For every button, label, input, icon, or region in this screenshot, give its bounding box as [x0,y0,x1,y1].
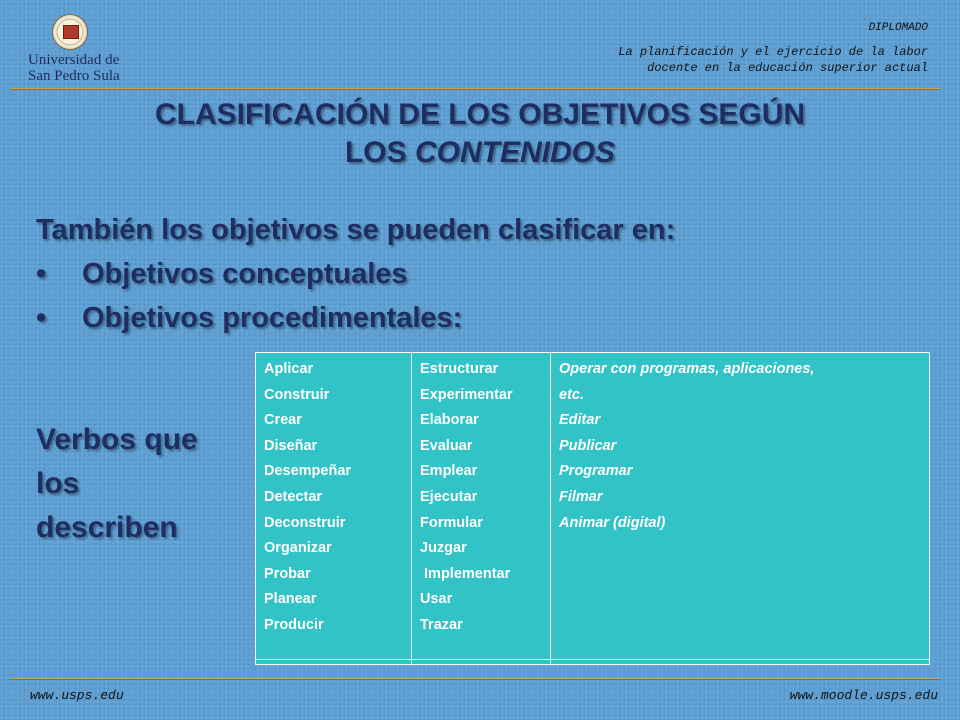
table-cell: Programar [559,463,633,480]
verbs-table [255,352,930,665]
table-cell: Formular [420,514,483,531]
university-logo [28,12,148,84]
title-line-1: CLASIFICACIÓN DE LOS OBJETIVOS SEGÚN [154,98,806,131]
list-item-label: Objetivos conceptuales [82,258,408,290]
verbs-label-line-3: describen [36,511,178,544]
footer-link-left[interactable]: www.usps.edu [30,688,124,703]
title-line-2 [20,134,940,172]
program-name: DIPLOMADO [868,22,928,34]
table-cell: Editar [559,412,601,429]
university-seal-icon [52,14,88,50]
table-cell: Emplear [420,463,478,480]
verbs-column-3 [550,353,929,664]
table-cell: Ejecutar [420,488,478,505]
verbs-label-line-2: los [36,467,80,500]
bullet: • [36,258,47,290]
logo-wordmark [28,52,158,84]
table-cell: Crear [264,412,302,429]
table-cell: Detectar [264,488,323,505]
table-cell: Animar (digital) [559,514,666,531]
table-cell: Diseñar [264,437,318,454]
list-item [36,296,936,340]
table-cell: Deconstruir [264,514,346,531]
objective-list [36,252,936,340]
table-cell: Implementar [420,565,511,582]
logo-line-1: Universidad de [28,52,120,68]
table-cell: Elaborar [420,412,479,429]
header-info [618,22,928,76]
table-cell: Producir [264,616,324,633]
list-item-label: Objetivos procedimentales: [82,302,463,334]
table-cell: etc. [559,386,584,403]
intro-block [36,208,936,340]
program-subtitle-line-1: La planificación y el ejercicio de la labor [618,45,928,59]
table-cell: Construir [264,386,330,403]
table-cell: Evaluar [420,437,473,454]
intro-text: También los objetivos se pueden clasificar en: [36,214,676,246]
header-divider [10,88,940,89]
table-cell: Planear [264,591,317,608]
table-cell: Experimentar [420,386,513,403]
title-line-2-emphasis: CONTENIDOS [415,136,616,169]
table-cell: Trazar [420,616,463,633]
verbs-column-1 [256,353,411,664]
bullet: • [36,302,47,334]
table-cell: Publicar [559,437,617,454]
table-cell: Usar [420,591,453,608]
table-cell: Estructurar [420,361,499,377]
table-bottom-border [256,659,929,660]
list-item [36,252,936,296]
footer-divider [10,678,940,679]
logo-line-2: San Pedro Sula [28,68,120,84]
verbs-label-line-1: Verbos que [36,423,198,456]
table-cell: Operar con programas, aplicaciones, [559,361,815,377]
verbs-column-2 [411,353,550,664]
table-cell: Probar [264,565,311,582]
footer-link-right[interactable]: www.moodle.usps.edu [789,688,938,703]
title-line-2-prefix: LOS [344,136,415,169]
table-cell: Filmar [559,488,603,505]
verbs-label [36,418,246,550]
table-cell: Aplicar [264,361,314,377]
table-cell: Desempeñar [264,463,352,480]
table-cell: Juzgar [420,540,467,557]
slide-title [20,96,940,172]
table-cell: Organizar [264,540,332,557]
program-subtitle-line-2: docente en la educación superior actual [647,61,928,75]
